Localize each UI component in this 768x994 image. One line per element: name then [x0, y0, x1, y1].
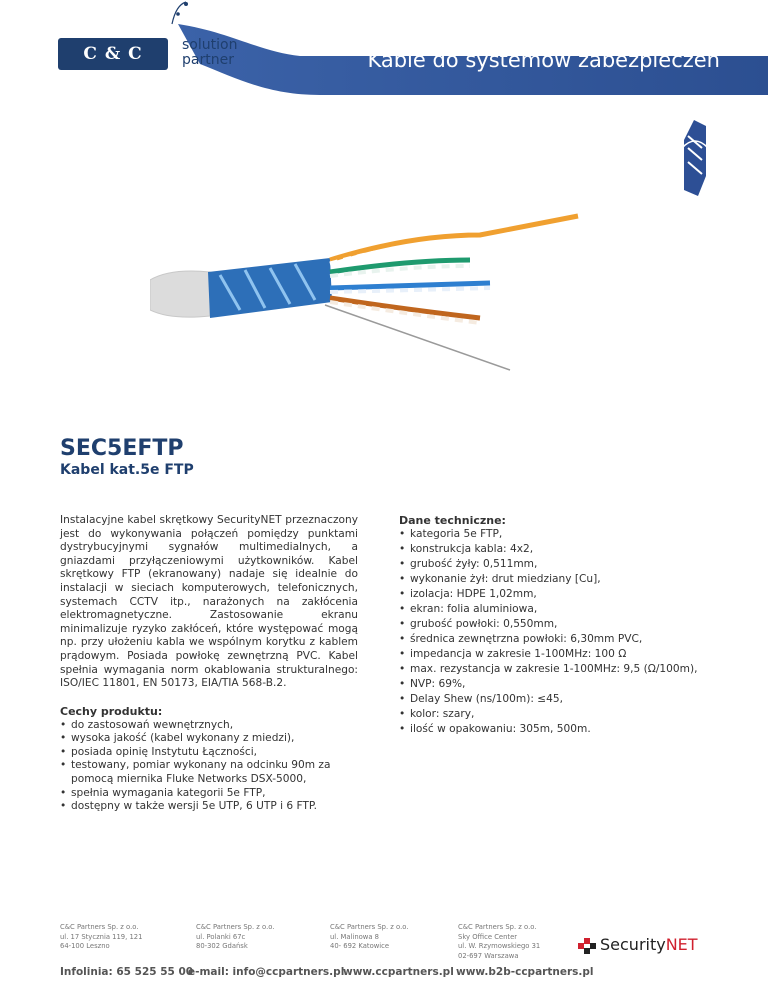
office-company: C&C Partners Sp. z o.o. [330, 923, 409, 931]
product-name: Kabel kat.5e FTP [60, 462, 194, 478]
logo-tagline-line1: solution [182, 37, 238, 53]
feature-item: • posiada opinię Instytutu Łączności, [60, 746, 360, 760]
office-katowice [330, 923, 460, 952]
specs-list [399, 527, 699, 737]
office-street: ul. 17 Stycznia 119, 121 [60, 932, 143, 941]
office-gdansk [196, 923, 326, 952]
spec-item: • impedancja w zakresie 1-100MHz: 100 Ω [399, 647, 699, 662]
cable-product-photo [150, 140, 590, 430]
logo-tagline-line2: partner [182, 52, 234, 68]
spec-item: • max. rezystancja w zakresie 1-100MHz: 9,5 (Ω/100m), [399, 662, 699, 677]
securitynet-logo [578, 935, 738, 955]
office-street: ul. Malinowa 8 [330, 932, 379, 941]
hotline-link[interactable]: Infolinia: 65 525 55 00 [60, 966, 194, 978]
office-leszno [60, 923, 190, 952]
features-list [60, 719, 360, 814]
spec-item: • ekran: folia aluminiowa, [399, 602, 699, 617]
office-building: Sky Office Center [458, 932, 518, 941]
securitynet-part1: Security [600, 935, 666, 954]
securitynet-part2: NET [665, 935, 698, 954]
office-city: 02-697 Warszawa [458, 951, 519, 960]
email-link[interactable]: e-mail: info@ccpartners.pl [188, 966, 345, 978]
logo-tagline [182, 38, 237, 68]
spec-item: • grubość żyły: 0,511mm, [399, 557, 699, 572]
office-company: C&C Partners Sp. z o.o. [458, 923, 537, 931]
feature-item: • testowany, pomiar wykonany na odcinku 90m za pomocą miernika Fluke Networks DSX-5000, [60, 759, 360, 786]
office-street: ul. Polanki 67c [196, 932, 246, 941]
features-heading: Cechy produktu: [60, 705, 163, 718]
office-city: 40- 692 Katowice [330, 942, 390, 950]
b2b-website-link[interactable]: www.b2b-ccpartners.pl [456, 966, 594, 978]
website-link[interactable]: www.ccpartners.pl [343, 966, 454, 978]
office-street: ul. W. Rzymowskiego 31 [458, 942, 541, 950]
page-category-title: Kable do systemów zabezpieczeń [367, 48, 720, 72]
spec-item: • kategoria 5e FTP, [399, 527, 699, 542]
spec-item: • Delay Shew (ns/100m): ≤45, [399, 692, 699, 707]
office-warszawa [458, 923, 588, 961]
product-description: Instalacyjne kabel skrętkowy SecurityNET przeznaczony jest do wykonywania połączeń pomiędzy punktami dystrybucyjnymi sygnałów multimedialnych, a gniazdami przyłączeniowymi użytkowników. Kabel skrętkowy FTP (ekranowany) nadaje się idealnie do instalacji w sieciach komputerowych, telefonicznych, systemach CCTV itp., narażonych na zakłócenia elektromagnetyczne. Zastosowanie ekranu minimalizuje ryzyko zakłóceń, które występować mogą np. przy ułożeniu kabla we wspólnym korytku z kablem prądowym. Posiada powłokę zewnętrzną PVC. Kabel spełnia wymagania norm okablowania strukturalnego: ISO/IEC 11801, EN 50173, EIA/TIA 568-B.2. [60, 514, 358, 690]
spec-item: • wykonanie żył: drut miedziany [Cu], [399, 572, 699, 587]
securitynet-mark-icon [578, 938, 596, 954]
company-logo: C & C [58, 38, 168, 70]
certification-mark-icon [676, 118, 714, 198]
securitynet-wordmark [600, 935, 698, 954]
feature-item: • dostępny w także wersji 5e UTP, 6 UTP i 6 FTP. [60, 800, 360, 814]
office-city: 64-100 Leszno [60, 942, 110, 950]
spec-item: • konstrukcja kabla: 4x2, [399, 542, 699, 557]
header [0, 0, 768, 95]
office-company: C&C Partners Sp. z o.o. [196, 923, 275, 931]
specs-heading: Dane techniczne: [399, 514, 506, 527]
spec-item: • NVP: 69%, [399, 677, 699, 692]
spec-item: • kolor: szary, [399, 707, 699, 722]
office-city: 80-302 Gdańsk [196, 942, 248, 950]
product-code: SEC5EFTP [60, 436, 184, 461]
spec-item: • średnica zewnętrzna powłoki: 6,30mm PVC, [399, 632, 699, 647]
feature-item: • do zastosowań wewnętrznych, [60, 719, 360, 733]
features-section [60, 705, 360, 814]
feature-item: • spełnia wymagania kategorii 5e FTP, [60, 787, 360, 801]
spec-item: • izolacja: HDPE 1,02mm, [399, 587, 699, 602]
feature-item: • wysoka jakość (kabel wykonany z miedzi), [60, 732, 360, 746]
specs-section [399, 514, 699, 737]
office-company: C&C Partners Sp. z o.o. [60, 923, 139, 931]
spec-item: • ilość w opakowaniu: 305m, 500m. [399, 722, 699, 737]
spec-item: • grubość powłoki: 0,550mm, [399, 617, 699, 632]
